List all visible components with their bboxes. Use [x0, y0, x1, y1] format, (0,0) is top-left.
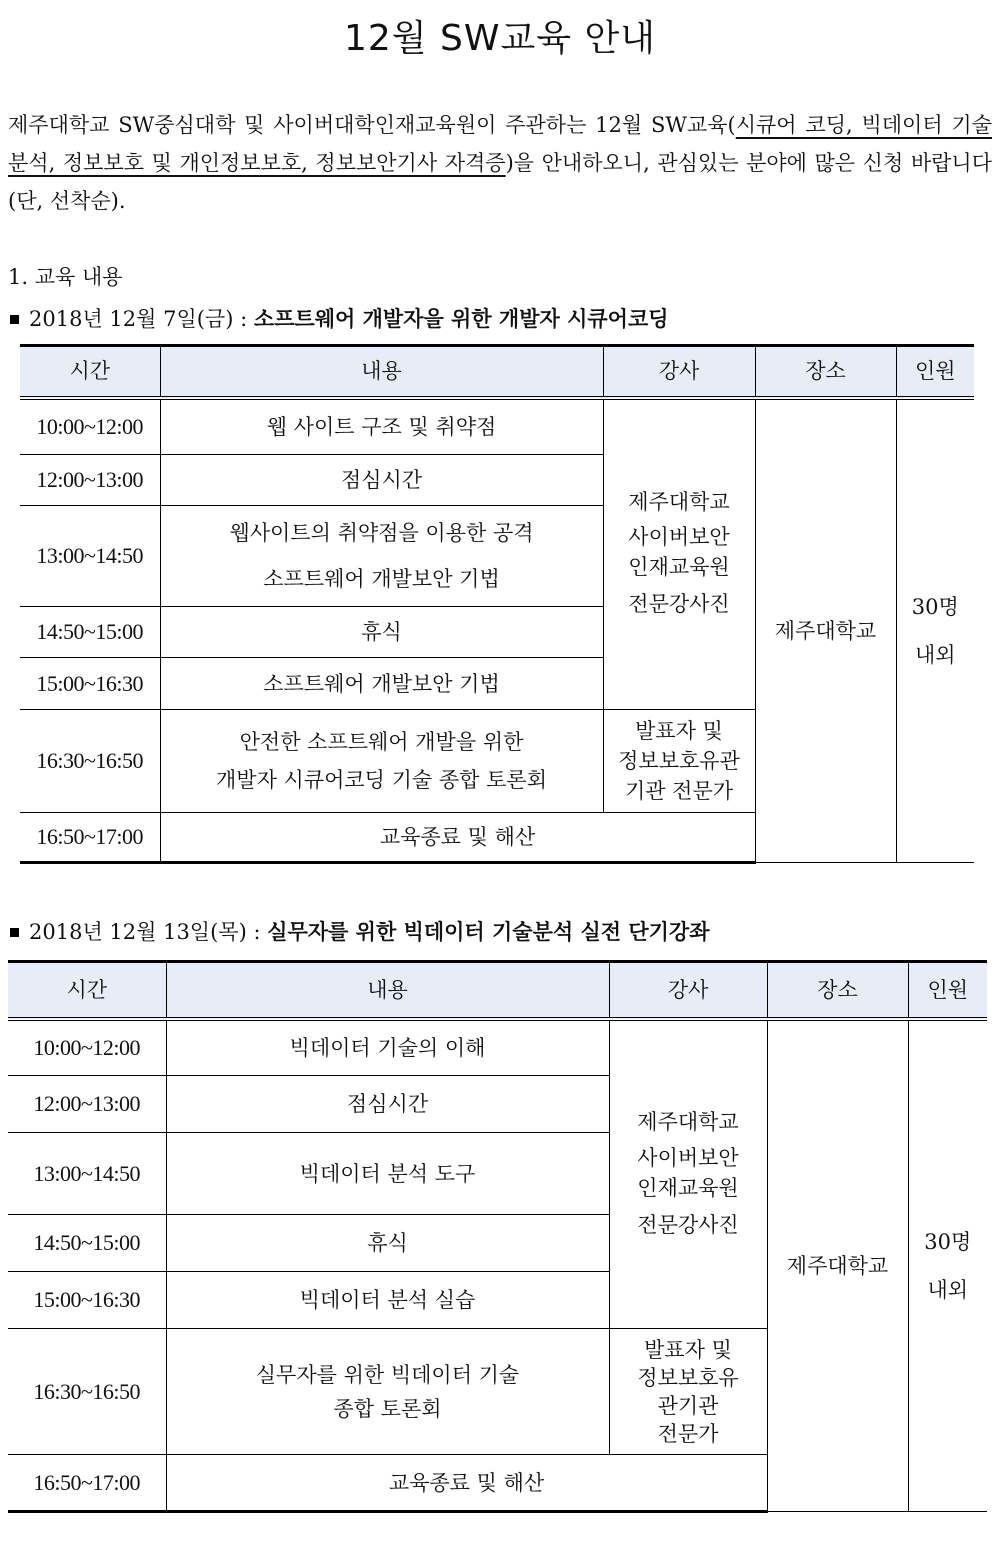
header-location: 장소	[755, 346, 896, 398]
capacity-cell	[896, 398, 974, 863]
instructor-line: 발표자 및	[644, 1337, 732, 1362]
capacity-line: 내외	[914, 642, 956, 667]
row-content: 휴식	[160, 607, 603, 658]
row-content: 점심시간	[166, 1076, 609, 1133]
header-instructor: 강사	[603, 346, 755, 398]
row-time: 15:00~16:30	[8, 1272, 166, 1329]
instructor-line: 전문가	[657, 1421, 719, 1446]
row-content: 소프트웨어 개발보안 기법	[160, 658, 603, 710]
intro-course-list: 시큐어 코딩, 빅데이터 기술분석, 정보보호 및 개인정보보호, 정보보안기사 자격증	[8, 113, 992, 175]
instructor-line: 전문강사진	[628, 592, 730, 617]
row-content: 교육종료 및 해산	[160, 813, 755, 863]
intro-text-before: 제주대학교 SW중심대학 및 사이버대학인재교육원이 주관하는 12월 SW교육(	[8, 113, 736, 137]
section-heading: 1. 교육 내용	[8, 265, 123, 289]
table-row	[8, 1019, 987, 1076]
instructor-line: 정보보호유	[637, 1365, 739, 1390]
page-title: 12월 SW교육 안내	[343, 18, 657, 59]
session-1-topic: 소프트웨어 개발자을 위한 개발자 시큐어코딩	[253, 307, 669, 331]
session-1-schedule-table	[20, 344, 974, 864]
row-time: 13:00~14:50	[20, 506, 160, 607]
row-time: 12:00~13:00	[8, 1076, 166, 1133]
header-instructor: 강사	[609, 962, 767, 1019]
row-time: 13:00~14:50	[8, 1133, 166, 1215]
header-location: 장소	[767, 962, 908, 1019]
row-content: 빅데이터 분석 도구	[166, 1133, 609, 1215]
row-time: 16:50~17:00	[8, 1455, 166, 1512]
content-line: 개발자 시큐어코딩 기술 종합 토론회	[216, 768, 547, 792]
row-content	[160, 710, 603, 813]
session-1-heading	[8, 302, 669, 336]
instructor-line: 발표자 및	[635, 719, 723, 743]
content-line: 실무자를 위한 빅데이터 기술	[255, 1362, 520, 1387]
row-time: 16:50~17:00	[20, 813, 160, 863]
instructor-cell	[603, 398, 755, 710]
row-time: 16:30~16:50	[8, 1329, 166, 1455]
session-2-heading	[8, 915, 709, 949]
row-content: 점심시간	[160, 455, 603, 506]
row-content: 휴식	[166, 1215, 609, 1272]
instructor-line: 전문강사진	[637, 1213, 739, 1238]
session-1-date: 2018년 12월 7일(금) :	[29, 307, 254, 331]
header-capacity: 인원	[908, 962, 987, 1019]
row-content: 웹 사이트 구조 및 취약점	[160, 398, 603, 455]
capacity-line: 30명	[924, 1229, 972, 1254]
square-bullet-icon	[10, 315, 19, 324]
capacity-line: 내외	[927, 1277, 969, 1302]
row-content	[160, 506, 603, 607]
content-line: 종합 토론회	[333, 1396, 442, 1421]
row-time: 15:00~16:30	[20, 658, 160, 710]
capacity-line: 30명	[911, 594, 959, 619]
content-line: 안전한 소프트웨어 개발을 위한	[239, 730, 524, 754]
instructor-line: 관기관	[657, 1393, 719, 1418]
location-cell: 제주대학교	[755, 398, 896, 863]
row-content	[166, 1329, 609, 1455]
row-content: 빅데이터 분석 실습	[166, 1272, 609, 1329]
instructor-line: 제주대학교	[628, 490, 730, 515]
header-content: 내용	[166, 962, 609, 1019]
intro-text-after: )을 안내하오니, 관심있는 분야에 많은 신청 바랍니다(단, 선착순).	[8, 151, 992, 213]
row-time: 16:30~16:50	[20, 710, 160, 813]
row-time: 12:00~13:00	[20, 455, 160, 506]
content-line: 웹사이트의 취약점을 이용한 공격	[229, 521, 534, 545]
row-time: 14:50~15:00	[20, 607, 160, 658]
instructor-line: 사이버보안	[637, 1146, 739, 1171]
session-2-date: 2018년 12월 13일(목) :	[29, 920, 268, 944]
square-bullet-icon	[10, 928, 19, 937]
table-header-row	[8, 962, 987, 1019]
session-2-topic: 실무자를 위한 빅데이터 기술분석 실전 단기강좌	[267, 920, 710, 944]
panel-instructor-cell	[603, 710, 755, 813]
instructor-line: 인재교육원	[637, 1176, 739, 1201]
content-line: 소프트웨어 개발보안 기법	[263, 567, 500, 591]
session-2-schedule-table	[8, 960, 987, 1513]
instructor-line: 정보보호유관	[618, 749, 740, 773]
row-time: 10:00~12:00	[20, 398, 160, 455]
instructor-line: 기관 전문가	[624, 779, 734, 803]
table-row	[20, 398, 974, 455]
instructor-line: 제주대학교	[637, 1110, 739, 1135]
row-time: 10:00~12:00	[8, 1019, 166, 1076]
instructor-line: 사이버보안	[628, 525, 730, 550]
row-time: 14:50~15:00	[8, 1215, 166, 1272]
instructor-line: 인재교육원	[628, 555, 730, 580]
header-capacity: 인원	[896, 346, 974, 398]
intro-paragraph	[8, 106, 992, 220]
header-content: 내용	[160, 346, 603, 398]
table-header-row	[20, 346, 974, 398]
capacity-cell	[908, 1019, 987, 1512]
row-content: 빅데이터 기술의 이해	[166, 1019, 609, 1076]
header-time: 시간	[20, 346, 160, 398]
row-content: 교육종료 및 해산	[166, 1455, 767, 1512]
location-cell: 제주대학교	[767, 1019, 908, 1512]
header-time: 시간	[8, 962, 166, 1019]
panel-instructor-cell	[609, 1329, 767, 1455]
instructor-cell	[609, 1019, 767, 1329]
